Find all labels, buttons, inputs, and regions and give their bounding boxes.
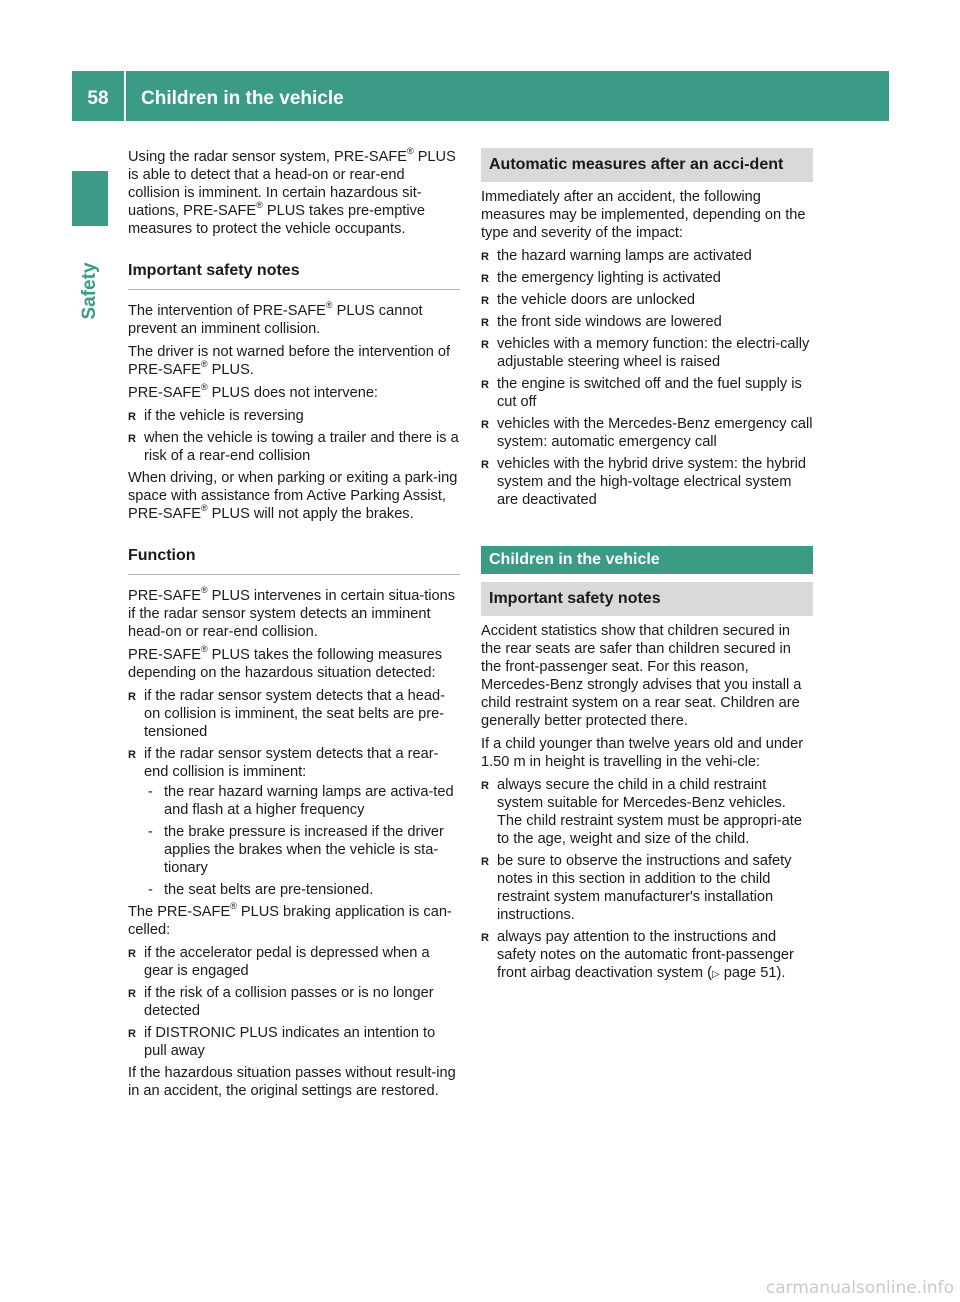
- paragraph: PRE-SAFE® PLUS takes the following measures depending on the hazardous situation detected:: [128, 644, 443, 681]
- section-tab: [72, 236, 108, 346]
- list-item: R vehicles with the Mercedes-Benz emergency call system: automatic emergency call: [481, 415, 813, 451]
- list-item: R the hazard warning lamps are activated: [481, 247, 813, 265]
- dash-item: - the rear hazard warning lamps are activa-ted and flash at a higher frequency: [144, 783, 460, 819]
- paragraph: The intervention of PRE-SAFE® PLUS cannot prevent an imminent collision.: [128, 300, 423, 337]
- paragraph: The PRE-SAFE® PLUS braking application is can-celled:: [128, 901, 452, 938]
- paragraph: When driving, or when parking or exiting a park-ing space with assistance from Active Parking Assist, PRE-SAFE® PLUS will not apply the brakes.: [128, 470, 458, 522]
- important-safety-notes-heading: Important safety notes: [481, 582, 813, 616]
- list-item: R the engine is switched off and the fuel supply is cut off: [481, 375, 813, 411]
- list-item: R always pay attention to the instructions and safety notes on the automatic front-passenger front airbag deactivation system (▷ page 51).: [481, 928, 813, 984]
- automatic-measures-heading: Automatic measures after an acci-dent: [481, 148, 813, 182]
- paragraph: Immediately after an accident, the following measures may be implemented, depending on the type and severity of the impact:: [481, 189, 806, 241]
- dash-item: - the seat belts are pre-tensioned.: [144, 881, 460, 899]
- list-item: R the front side windows are lowered: [481, 313, 813, 331]
- paragraph: The driver is not warned before the intervention of PRE-SAFE® PLUS.: [128, 344, 451, 378]
- list-item: R if the risk of a collision passes or is no longer detected: [128, 984, 460, 1020]
- page-title: Children in the vehicle: [141, 88, 344, 109]
- list-item: R vehicles with a memory function: the electri-cally adjustable steering wheel is raised: [481, 335, 813, 371]
- section-tab-label: Safety: [79, 262, 100, 320]
- paragraph: If the hazardous situation passes without result-ing in an accident, the original settings are restored.: [128, 1065, 456, 1099]
- page-number: 58: [72, 71, 126, 121]
- dash-list: [144, 783, 460, 899]
- list-item: R be sure to observe the instructions and safety notes in this section in addition to the child restraint system manufacturer's installation instructions.: [481, 852, 813, 924]
- section-tab-marker: [72, 171, 108, 226]
- bullet-list: [128, 944, 460, 1060]
- list-item: R if the vehicle is reversing: [128, 407, 460, 425]
- list-item: R if DISTRONIC PLUS indicates an intention to pull away: [128, 1024, 460, 1060]
- watermark: carmanualsonline.info: [765, 1278, 954, 1298]
- list-item: R the emergency lighting is activated: [481, 269, 813, 287]
- bullet-list: [481, 776, 813, 984]
- list-item: R when the vehicle is towing a trailer and there is a risk of a rear-end collision: [128, 429, 460, 465]
- bullet-list: [481, 247, 813, 509]
- paragraph: If a child younger than twelve years old and under 1.50 m in height is travelling in the vehi-cle:: [481, 736, 804, 770]
- dash-item: - the brake pressure is increased if the driver applies the brakes when the vehicle is sta-tionary: [144, 823, 460, 877]
- right-column: [481, 148, 813, 988]
- list-item: R vehicles with the hybrid drive system: the hybrid system and the high-voltage electrical system are deactivated: [481, 455, 813, 509]
- list-item: R if the radar sensor system detects that a head-on collision is imminent, the seat belts are pre-tensioned: [128, 687, 460, 741]
- function-heading: Function: [128, 528, 460, 575]
- important-safety-notes-heading: Important safety notes: [128, 243, 460, 290]
- paragraph: PRE-SAFE® PLUS does not intervene:: [128, 382, 378, 401]
- list-item: R if the accelerator pedal is depressed when a gear is engaged: [128, 944, 460, 980]
- paragraph: Accident statistics show that children secured in the rear seats are safer than children secured in the front-passenger seat. For this reason, Mercedes-Benz strongly advises that you install a child restraint system on a rear seat. Children are generally better protected there.: [481, 623, 802, 729]
- left-column: [128, 148, 460, 1105]
- paragraph: PRE-SAFE® PLUS intervenes in certain situa-tions if the radar sensor system detects an imminent head-on or rear-end collision.: [128, 585, 456, 640]
- bullet-list: [128, 687, 460, 899]
- bullet-list: [128, 407, 460, 465]
- children-section-heading: Children in the vehicle: [481, 546, 813, 574]
- page-reference-link[interactable]: page 51).: [719, 965, 786, 981]
- list-item: R if the radar sensor system detects that a rear-end collision is imminent: - the rear hazard warning lamps are activa-ted and flash at a higher frequency - the brake pressure is increased if the driver applies the brakes when the vehicle is sta-tionary - the seat belts are pre-tensioned.: [128, 745, 460, 899]
- page-reference-arrow-icon: ▷: [711, 969, 720, 980]
- list-item: R the vehicle doors are unlocked: [481, 291, 813, 309]
- list-item: R always secure the child in a child restraint system suitable for Mercedes-Benz vehicles. The child restraint system must be appropri-ate to the age, weight and size of the child.: [481, 776, 813, 848]
- intro-paragraph: Using the radar sensor system, PRE-SAFE® PLUS is able to detect that a head-on or rear-end collision is imminent. In certain hazardous sit-uations, PRE-SAFE® PLUS takes pre-emptive measures to protect the vehicle occupants.: [128, 146, 456, 237]
